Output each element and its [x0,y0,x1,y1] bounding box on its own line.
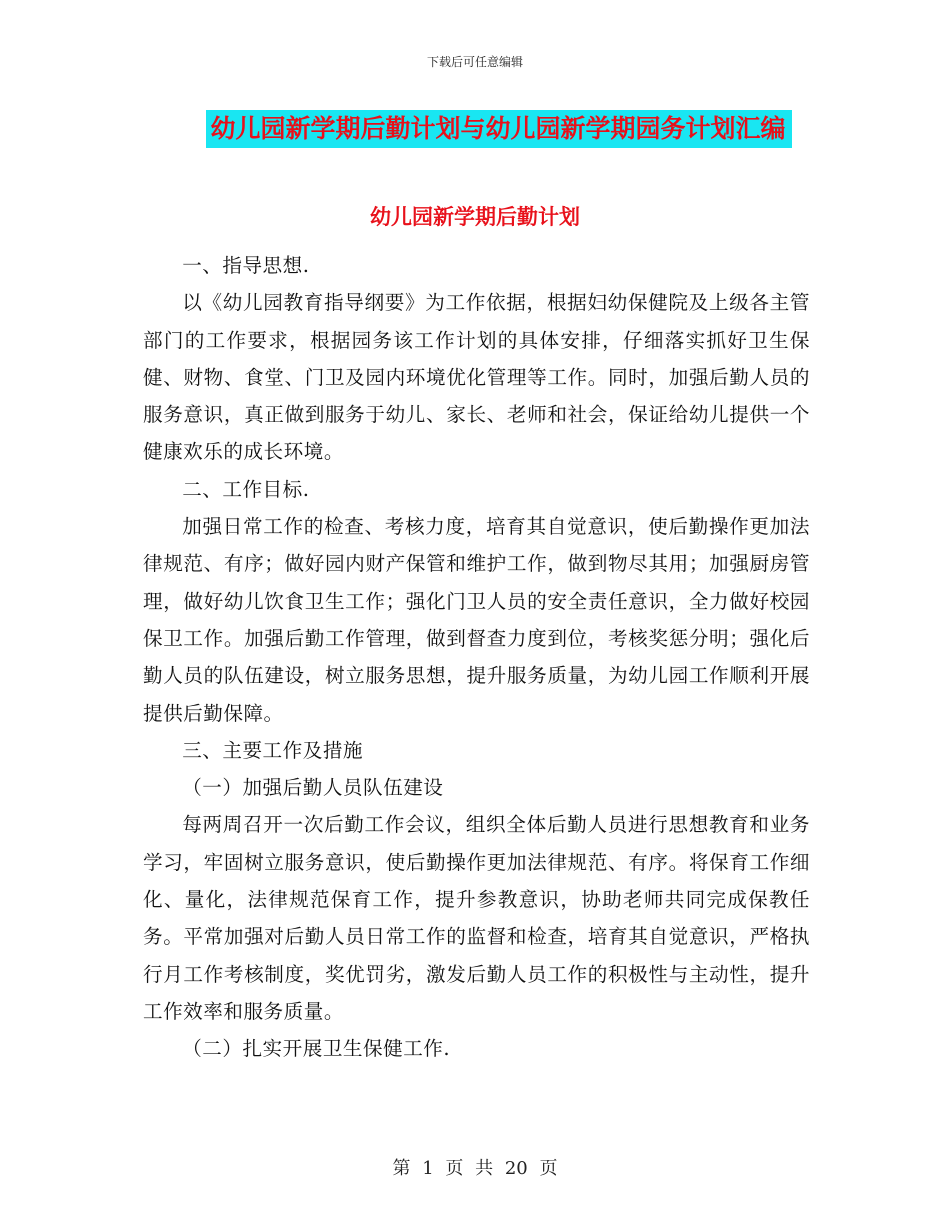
paragraph-guiding-ideology: 以《幼儿园教育指导纲要》为工作依据，根据妇幼保健院及上级各主管部门的工作要求，根据园务该工作计划的具体安排，仔细落实抓好卫生保健、财物、食堂、门卫及园内环境优化管理等工作。同时，加强后勤人员的服务意识，真正做到服务于幼儿、家长、老师和社会，保证给幼儿提供一个健康欢乐的成长环境。 [143,291,810,464]
paragraph-team-building: 每两周召开一次后勤工作会议，组织全体后勤人员进行思想教育和业务学习，牢固树立服务意识，使后勤操作更加法律规范、有序。将保育工作细化、量化，法律规范保育工作，提升参教意识，协助老师共同完成保教任务。平常加强对后勤人员日常工作的监督和检查，培育其自觉意识，严格执行月工作考核制度，奖优罚劣，激发后勤人员工作的积极性与主动性，提升工作效率和服务质量。 [143,813,810,1023]
main-title-container [0,110,950,148]
heading-main-work-measures: 三、主要工作及措施 [182,738,364,762]
heading-guiding-ideology: 一、指导思想. [182,254,310,277]
document-body [143,247,810,1068]
section-title: 幼儿园新学期后勤计划 [370,205,580,229]
page-number-footer: 第 1 页 共 20 页 [392,1158,558,1179]
heading-work-goals: 二、工作目标. [182,477,310,501]
paragraph-work-goals: 加强日常工作的检查、考核力度，培育其自觉意识，使后勤操作更加法律规范、有序；做好园内财产保管和维护工作，做到物尽其用；加强厨房管理，做好幼儿饮食卫生工作；强化门卫人员的安全责任意识，全力做好校园保卫工作。加强后勤工作管理，做到督查力度到位，考核奖惩分明；强化后勤人员的队伍建设，树立服务思想，提升服务质量，为幼儿园工作顺利开展提供后勤保障。 [143,515,810,725]
subheading-team-building: （一）加强后勤人员队伍建设 [182,776,444,800]
document-main-title: 幼儿园新学期后勤计划与幼儿园新学期园务计划汇编 [206,110,791,148]
header-note: 下载后可任意编辑 [426,55,523,69]
subheading-health-care: （二）扎实开展卫生保健工作. [182,1037,451,1061]
